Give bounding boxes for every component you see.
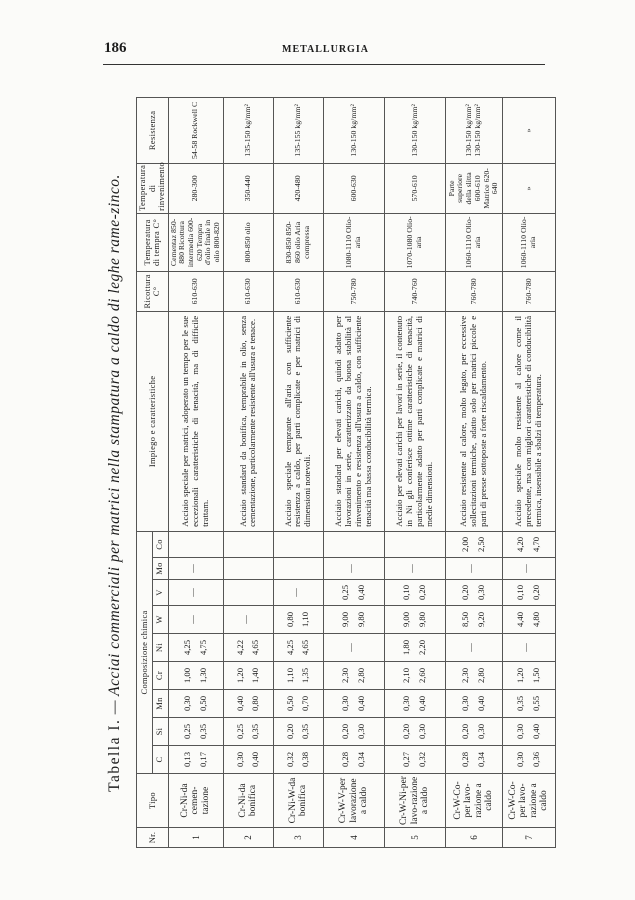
- cell-cr-value: 2,80: [355, 667, 366, 684]
- header-element: W: [152, 606, 168, 634]
- cell-w-value: 9,20: [475, 611, 486, 628]
- cell-co: [223, 531, 273, 557]
- cell-mo: [323, 558, 384, 580]
- cell-c-value: 0,32: [416, 751, 427, 768]
- cell-si-value: 0,35: [197, 723, 208, 740]
- cell-co: [273, 531, 323, 557]
- cell-v: [168, 580, 223, 606]
- cell-v: [223, 580, 273, 606]
- row-impiego: Acciaio standard per elevati carichi, quindi adatto per lavorazioni in serie, caratterizzato da buona stabilità al rinvenimento e resistenza all'usura a caldo, con sufficiente tenacità ma bassa conducibilità termica.: [323, 311, 384, 531]
- cell-v-value: 0,20: [416, 584, 427, 601]
- cell-w-value: 9,00: [340, 611, 351, 628]
- cell-mn-value: 0,70: [300, 695, 311, 712]
- cell-c: [384, 746, 445, 774]
- cell-cr-value: 2,10: [401, 667, 412, 684]
- cell-c-value: 0,32: [284, 751, 295, 768]
- cell-mo-value: —: [406, 564, 417, 573]
- cell-w: [384, 606, 445, 634]
- cell-mn-value: 0,55: [530, 695, 541, 712]
- cell-v-value: 0,10: [515, 584, 526, 601]
- cell-mo: [223, 558, 273, 580]
- cell-cr-value: 2,30: [340, 667, 351, 684]
- cell-c: [445, 746, 502, 774]
- cell-ni: [384, 634, 445, 662]
- cell-v: [323, 580, 384, 606]
- cell-si-value: 0,30: [515, 723, 526, 740]
- row-impiego: Acciaio resistente al calore, molto legato, per eccessive sollecitazioni termiche, adatto solo per matrici piccole e parti di presse sottoposte a forte riscaldamento.: [445, 311, 502, 531]
- row-number: 1: [168, 828, 223, 848]
- cell-ni-value: 4,22: [234, 639, 245, 656]
- row-ricottura: 610-630: [273, 271, 323, 311]
- cell-v: [502, 580, 555, 606]
- header-resistenza: Resistenza: [137, 97, 169, 163]
- header-element: Co: [152, 531, 168, 557]
- cell-cr: [323, 662, 384, 690]
- row-rinvenimento: 280-300: [168, 163, 223, 213]
- row-rinvenimento: 350-440: [223, 163, 273, 213]
- header-tempera: Temperatura di tempra C°: [137, 213, 169, 271]
- cell-v: [445, 580, 502, 606]
- page-number: 186: [104, 40, 127, 56]
- cell-w-value: 4,80: [530, 611, 541, 628]
- cell-ni-value: 4,25: [182, 639, 193, 656]
- cell-co: [323, 531, 384, 557]
- row-rinvenimento: 420-480: [273, 163, 323, 213]
- cell-cr: [168, 662, 223, 690]
- row-number: 3: [273, 828, 323, 848]
- row-impiego: Acciaio speciale molto resistente al calore come il precedente, ma con migliori caratteristiche di conducibilità termica, insensibile a sbalzi di temperatura.: [502, 311, 555, 531]
- cell-mn-value: 0,40: [355, 695, 366, 712]
- row-resistenza: 130-150 kg/mm²: [323, 97, 384, 163]
- cell-w: [223, 606, 273, 634]
- cell-c: [502, 746, 555, 774]
- row-resistenza: »: [502, 97, 555, 163]
- cell-si: [384, 718, 445, 746]
- cell-si-value: 0,30: [416, 723, 427, 740]
- cell-v-value: 0,20: [530, 584, 541, 601]
- cell-cr-value: 1,30: [197, 667, 208, 684]
- cell-c-value: 0,34: [475, 751, 486, 768]
- cell-cr: [273, 662, 323, 690]
- cell-v-value: 0,30: [475, 584, 486, 601]
- cell-co-value: 2,50: [475, 536, 486, 552]
- cell-ni-value: 4,75: [197, 639, 208, 656]
- table-caption: [106, 118, 124, 848]
- cell-mo: [168, 558, 223, 580]
- row-number: 7: [502, 828, 555, 848]
- table-row: [502, 97, 555, 847]
- cell-co: [384, 531, 445, 557]
- row-impiego: Acciaio speciale temprante all'aria con sufficiente resistenza a caldo, per parti complicate e per matrici di dimensioni notevoli.: [273, 311, 323, 531]
- cell-mn-value: 0,30: [401, 695, 412, 712]
- cell-c: [323, 746, 384, 774]
- cell-co-value: 2,00: [460, 536, 471, 552]
- cell-si-value: 0,20: [401, 723, 412, 740]
- cell-cr-value: 1,20: [234, 667, 245, 684]
- header-ricottura: Ricottura C°: [137, 271, 169, 311]
- row-tipo: Cr-W-Co-per lavo-razione a caldo: [445, 774, 502, 828]
- cell-w-value: —: [186, 615, 197, 624]
- cell-w: [273, 606, 323, 634]
- cell-c-value: 0,36: [530, 751, 541, 768]
- row-tempera: 1060-1110 Olio-aria: [445, 213, 502, 271]
- row-tempera: 830-850 850-860 olio Aria compressa: [273, 213, 323, 271]
- row-number: 2: [223, 828, 273, 848]
- header-composizione: Composizione chimica: [137, 531, 153, 773]
- cell-cr-value: 2,30: [460, 667, 471, 684]
- row-tipo: Cr-W-V-per lavorazione a caldo: [323, 774, 384, 828]
- row-resistenza: 130-150 kg/mm² 130-150 kg/mm²: [445, 97, 502, 163]
- cell-ni-value: 2,20: [416, 639, 427, 656]
- row-rinvenimento: 600-630: [323, 163, 384, 213]
- cell-mn: [168, 690, 223, 718]
- cell-si: [445, 718, 502, 746]
- cell-si: [323, 718, 384, 746]
- header-element: Ni: [152, 634, 168, 662]
- row-rinvenimento: Parte superiore della slitta 600-610 Matrice 620-640: [445, 163, 502, 213]
- cell-mn-value: 0,35: [515, 695, 526, 712]
- header-element: V: [152, 580, 168, 606]
- row-tipo: Cr-Ni-da bonifica: [223, 774, 273, 828]
- cell-ni-value: —: [465, 643, 476, 652]
- row-tempera: 1070-1080 Olio-aria: [384, 213, 445, 271]
- cell-w: [168, 606, 223, 634]
- cell-cr: [223, 662, 273, 690]
- cell-mo: [445, 558, 502, 580]
- cell-si: [168, 718, 223, 746]
- cell-v-value: 0,10: [401, 584, 412, 601]
- cell-v-value: 0,40: [355, 584, 366, 601]
- row-ricottura: 610-630: [223, 271, 273, 311]
- row-number: 6: [445, 828, 502, 848]
- cell-si-value: 0,40: [530, 723, 541, 740]
- table-row: [273, 97, 323, 847]
- cell-v-value: —: [186, 588, 197, 597]
- cell-mn: [502, 690, 555, 718]
- cell-c-value: 0,17: [197, 751, 208, 768]
- cell-w: [502, 606, 555, 634]
- cell-si-value: 0,30: [355, 723, 366, 740]
- row-resistenza: 54-58 Rockwell C: [168, 97, 223, 163]
- cell-mo-value: —: [465, 564, 476, 573]
- cell-mn-value: 0,30: [340, 695, 351, 712]
- row-tipo: Cr-Ni-W-da bonifica: [273, 774, 323, 828]
- cell-c-value: 0,28: [460, 751, 471, 768]
- cell-mn: [223, 690, 273, 718]
- cell-ni: [273, 634, 323, 662]
- cell-w-value: 9,00: [401, 611, 412, 628]
- table-row: [168, 97, 223, 847]
- row-tempera: 1060-1110 Olio-aria: [502, 213, 555, 271]
- row-tipo: Cr-W-Co-per lavo-razione a caldo: [502, 774, 555, 828]
- cell-mo-value: —: [520, 564, 531, 573]
- row-rinvenimento: »: [502, 163, 555, 213]
- cell-w: [323, 606, 384, 634]
- row-ricottura: 610-630: [168, 271, 223, 311]
- cell-mn: [273, 690, 323, 718]
- cell-si: [223, 718, 273, 746]
- row-tipo: Cr-W-Ni-per lavo-razione a caldo: [384, 774, 445, 828]
- header-rule: [103, 64, 545, 65]
- cell-mn-value: 0,40: [416, 695, 427, 712]
- cell-si-value: 0,35: [250, 723, 261, 740]
- running-header: METALLURGIA: [282, 44, 369, 55]
- cell-c-value: 0,40: [250, 751, 261, 768]
- cell-w-value: 8,50: [460, 611, 471, 628]
- row-resistenza: 135-155 kg/mm²: [273, 97, 323, 163]
- cell-ni: [168, 634, 223, 662]
- cell-mn-value: 0,30: [182, 695, 193, 712]
- table-row: [223, 97, 273, 847]
- cell-si: [273, 718, 323, 746]
- cell-cr: [384, 662, 445, 690]
- row-impiego: Acciaio per elevati carichi per lavori in serie, il contenuto in Ni gli conferisce ottime caratteristiche di tenacità, particolarmente adatto per parti complicate e matrici di medie dimensioni.: [384, 311, 445, 531]
- cell-cr-value: 2,60: [416, 667, 427, 684]
- cell-ni-value: —: [520, 643, 531, 652]
- cell-si-value: 0,30: [475, 723, 486, 740]
- cell-mn-value: 0,50: [197, 695, 208, 712]
- rotated-table-block: [106, 101, 550, 848]
- header-element: Si: [152, 718, 168, 746]
- cell-cr-value: 1,20: [515, 667, 526, 684]
- cell-v: [384, 580, 445, 606]
- cell-si-value: 0,20: [284, 723, 295, 740]
- cell-si: [502, 718, 555, 746]
- cell-mo-value: —: [345, 564, 356, 573]
- row-impiego: Acciaio standard da bonifica, temprabile in olio, senza cementazione, particolarmente resistente all'usura e tenace.: [223, 311, 273, 531]
- cell-ni-value: —: [345, 643, 356, 652]
- cell-ni-value: 4,65: [250, 639, 261, 656]
- row-ricottura: 740-760: [384, 271, 445, 311]
- cell-mo-value: —: [186, 564, 197, 573]
- cell-c-value: 0,27: [401, 751, 412, 768]
- cell-mn-value: 0,50: [284, 695, 295, 712]
- header-element: C: [152, 746, 168, 774]
- table-row: [384, 97, 445, 847]
- row-tipo: Cr-Ni-da cemen-tazione: [168, 774, 223, 828]
- cell-co: [502, 531, 555, 557]
- cell-v-value: —: [289, 588, 300, 597]
- cell-mn-value: 0,40: [475, 695, 486, 712]
- caption-text: — Acciai commerciali per matrici nella stampatura a caldo di leghe rame-zinco.: [106, 174, 123, 715]
- cell-mn: [445, 690, 502, 718]
- cell-ni-value: 4,25: [284, 639, 295, 656]
- cell-c: [273, 746, 323, 774]
- cell-w-value: 0,80: [284, 611, 295, 628]
- row-tempera: Cementaz 850-880 Ricottura intermedia 600-620 Tempra d'olio finale in olio 800-820: [168, 213, 223, 271]
- cell-si-value: 0,25: [182, 723, 193, 740]
- cell-cr: [502, 662, 555, 690]
- row-resistenza: 130-150 kg/mm²: [384, 97, 445, 163]
- row-tempera: 800-850 olio: [223, 213, 273, 271]
- cell-cr: [445, 662, 502, 690]
- cell-cr-value: 2,80: [475, 667, 486, 684]
- row-number: 4: [323, 828, 384, 848]
- cell-mo: [273, 558, 323, 580]
- header-element: Cr: [152, 662, 168, 690]
- cell-mo: [384, 558, 445, 580]
- header-nr: Nr.: [137, 828, 169, 848]
- cell-v: [273, 580, 323, 606]
- steel-table: [136, 97, 556, 848]
- header-rinvenimento: Temperatura di rinvenimento: [137, 163, 169, 213]
- cell-c: [223, 746, 273, 774]
- cell-mn: [384, 690, 445, 718]
- cell-cr-value: 1,40: [250, 667, 261, 684]
- row-ricottura: 760-780: [445, 271, 502, 311]
- cell-ni-value: 1,80: [401, 639, 412, 656]
- cell-cr-value: 1,35: [300, 667, 311, 684]
- cell-co-value: 4,20: [515, 536, 526, 552]
- cell-c-value: 0,38: [300, 751, 311, 768]
- row-ricottura: 750-780: [323, 271, 384, 311]
- cell-ni: [445, 634, 502, 662]
- cell-ni: [323, 634, 384, 662]
- cell-si-value: 0,20: [460, 723, 471, 740]
- cell-c: [168, 746, 223, 774]
- cell-si-value: 0,20: [340, 723, 351, 740]
- row-ricottura: 760-780: [502, 271, 555, 311]
- header-impiego: Impiego e caratteristiche: [137, 311, 169, 531]
- cell-si-value: 0,25: [234, 723, 245, 740]
- cell-mn-value: 0,80: [250, 695, 261, 712]
- cell-mn-value: 0,40: [234, 695, 245, 712]
- cell-cr-value: 1,10: [284, 667, 295, 684]
- cell-si-value: 0,35: [300, 723, 311, 740]
- header-element: Mo: [152, 558, 168, 580]
- cell-w-value: 1,10: [300, 611, 311, 628]
- row-tempera: 1080-1110 Olio-aria: [323, 213, 384, 271]
- cell-v-value: 0,25: [340, 584, 351, 601]
- cell-w: [445, 606, 502, 634]
- row-number: 5: [384, 828, 445, 848]
- cell-co: [168, 531, 223, 557]
- cell-w-value: 9,80: [355, 611, 366, 628]
- cell-cr-value: 1,50: [530, 667, 541, 684]
- cell-ni: [223, 634, 273, 662]
- cell-cr-value: 1,00: [182, 667, 193, 684]
- cell-ni: [502, 634, 555, 662]
- cell-c-value: 0,28: [340, 751, 351, 768]
- cell-co: [445, 531, 502, 557]
- cell-v-value: 0,20: [460, 584, 471, 601]
- cell-w-value: 9,80: [416, 611, 427, 628]
- cell-c-value: 0,30: [234, 751, 245, 768]
- cell-mn: [323, 690, 384, 718]
- cell-c-value: 0,30: [515, 751, 526, 768]
- row-rinvenimento: 570-610: [384, 163, 445, 213]
- cell-c-value: 0,34: [355, 751, 366, 768]
- table-row: [445, 97, 502, 847]
- cell-c-value: 0,13: [182, 751, 193, 768]
- table-row: [323, 97, 384, 847]
- cell-ni-value: 4,65: [300, 639, 311, 656]
- cell-mn-value: 0,30: [460, 695, 471, 712]
- row-resistenza: 135-150 kg/mm²: [223, 97, 273, 163]
- header-tipo: Tipo: [137, 774, 169, 828]
- row-impiego: Acciaio speciale per matrici, adoperato un tempo per le sue eccezionali caratteristiche di tenacità, ma di difficile trattam.: [168, 311, 223, 531]
- cell-co-value: 4,70: [530, 536, 541, 552]
- header-element: Mn: [152, 690, 168, 718]
- cell-mo: [502, 558, 555, 580]
- cell-w-value: —: [239, 615, 250, 624]
- caption-label: Tabella I.: [106, 718, 123, 792]
- cell-w-value: 4,40: [515, 611, 526, 628]
